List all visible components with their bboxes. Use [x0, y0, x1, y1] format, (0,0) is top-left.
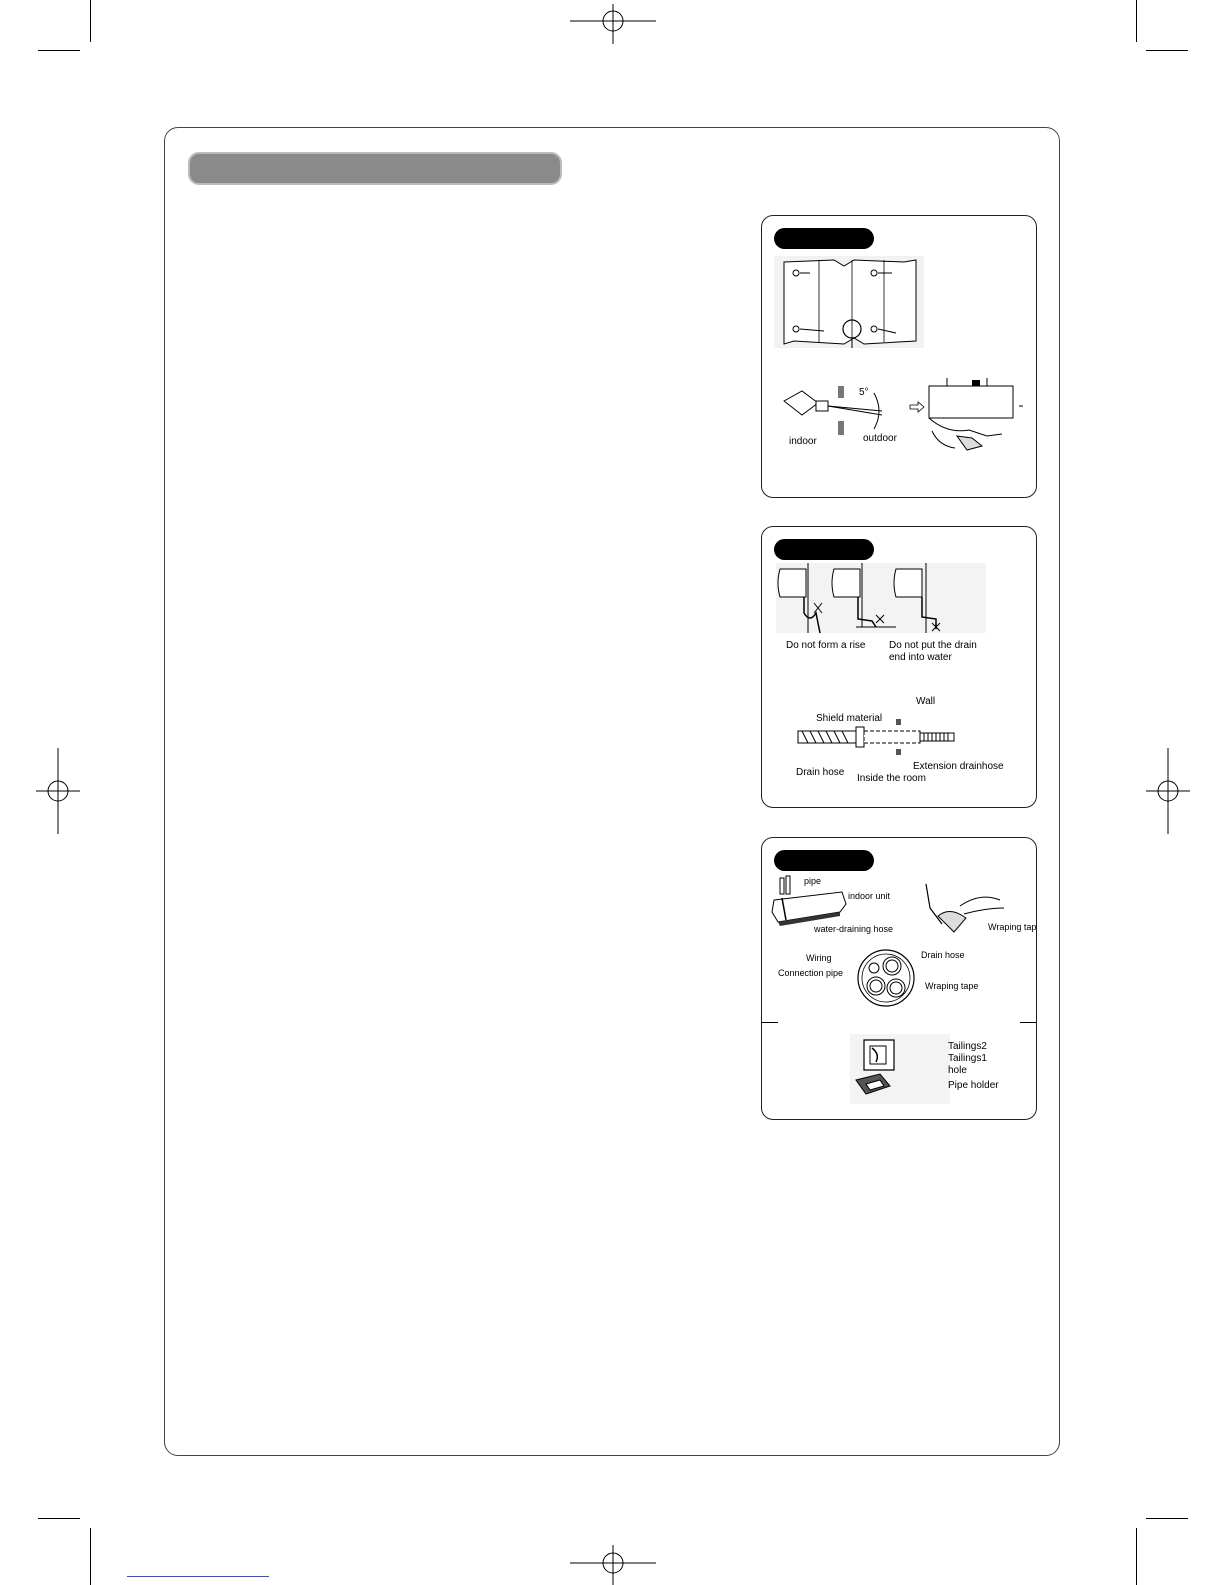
wraping-tape-label: Wraping tape: [925, 981, 979, 991]
wiring-label: Wiring: [806, 953, 832, 963]
section-header-bar: [188, 152, 562, 185]
extension-drainhose-label: Extension drainhose: [913, 761, 1004, 772]
crop-mark: [1146, 1518, 1188, 1519]
mounting-plate-illustration: [774, 256, 924, 348]
drain-hose-label: Drain hose: [921, 950, 965, 960]
rise-warning-label: Do not form a rise: [786, 640, 866, 651]
registration-mark-top: [570, 4, 656, 44]
drain-hose-label: Drain hose: [796, 767, 845, 778]
figure-tab: [774, 850, 874, 871]
drain-rise-illustration: [776, 563, 986, 633]
crop-mark: [38, 1518, 80, 1519]
drill-wall-illustration: [782, 381, 892, 441]
figure-panel-2: [761, 526, 1037, 808]
crop-mark: [90, 0, 91, 42]
tailings2-label: Tailings2: [948, 1041, 987, 1052]
water-draining-hose-label: water-draining hose: [814, 924, 894, 934]
wraping-tap-label: Wraping tap: [988, 922, 1037, 932]
figure-panel-1: [761, 215, 1037, 498]
crop-mark: [1146, 50, 1188, 51]
registration-mark-right: [1146, 748, 1190, 834]
registration-mark-bottom: [570, 1545, 656, 1585]
divider-tick: [1020, 1022, 1036, 1023]
arrow-icon: [910, 402, 924, 412]
inside-room-label: Inside the room: [857, 773, 926, 784]
divider-tick: [762, 1022, 778, 1023]
crop-mark: [1136, 0, 1137, 42]
water-warning-label-1: Do not put the drain: [889, 640, 977, 651]
water-warning-label-2: end into water: [889, 652, 952, 663]
pipe-bundle-cross-section: [854, 946, 918, 1010]
indoor-unit-label: indoor unit: [848, 891, 891, 901]
connection-pipe-label: Connection pipe: [778, 968, 844, 978]
wall-label: Wall: [916, 696, 936, 707]
indoor-label: indoor: [789, 436, 817, 447]
angle-label: 5°: [859, 387, 869, 398]
tailings1-label: Tailings1: [948, 1053, 987, 1064]
pipe-holder-label: Pipe holder: [948, 1080, 999, 1091]
bottom-underline-link: [127, 1576, 269, 1577]
hole-label: hole: [948, 1065, 967, 1076]
shield-material-label: Shield material: [816, 713, 883, 724]
unit-install-illustration: [927, 376, 1027, 451]
pipe-holder-illustration: [850, 1034, 950, 1104]
outdoor-label: outdoor: [863, 433, 897, 444]
figure-tab: [774, 539, 874, 560]
crop-mark: [1136, 1528, 1137, 1585]
figure-tab: [774, 228, 874, 249]
crop-mark: [38, 50, 80, 51]
pipe-label: pipe: [804, 876, 822, 886]
registration-mark-left: [36, 748, 80, 834]
figure-panel-3: [761, 837, 1037, 1120]
crop-mark: [90, 1528, 91, 1585]
